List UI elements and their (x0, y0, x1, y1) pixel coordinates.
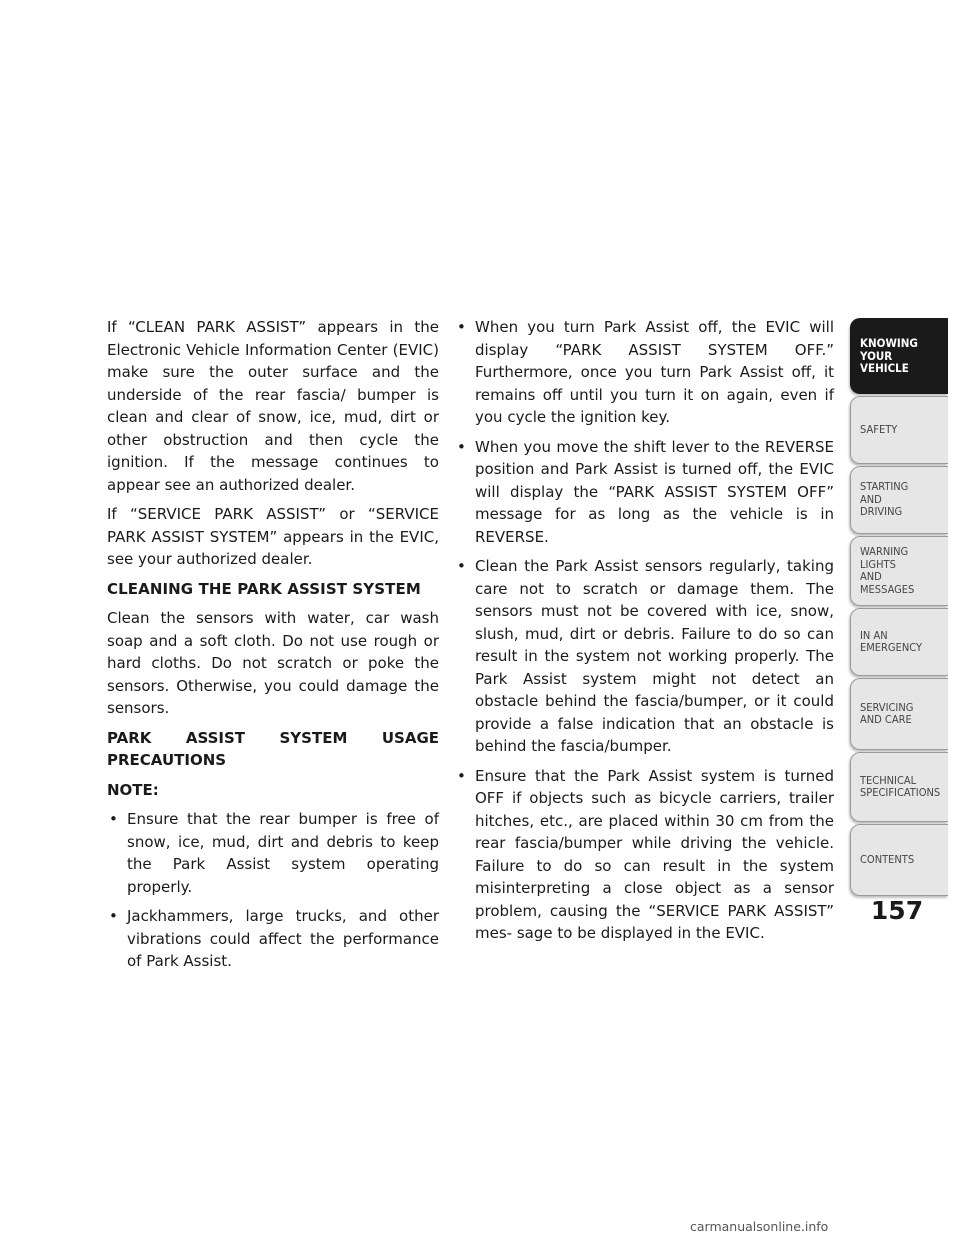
note-label: NOTE: (107, 780, 159, 799)
bullet-dot: • (457, 437, 466, 456)
list-item (455, 765, 834, 945)
paragraph-clean-park-assist: If “CLEAN PARK ASSIST” appears in the Electronic Vehicle Information Center (EVIC) make sure the outer surface and the underside of the rear fascia/ bumper is clean and clear of snow, ice, mud, dirt or other obstruction and then cycle the ignition. If the message continues to appear see an authorized dealer. (107, 318, 439, 494)
watermark: carmanualsonline.info (690, 1219, 829, 1234)
paragraph-service-park-assist: If “SERVICE PARK ASSIST” or “SERVICE PARK ASSIST SYSTEM” appears in the EVIC, see your authorized dealer. (107, 505, 439, 568)
tab-starting-and-driving[interactable]: STARTING AND DRIVING (850, 466, 948, 534)
list-item-text: When you turn Park Assist off, the EVIC will display “PARK ASSIST SYSTEM OFF.” Furthermore, once you turn Park Assist off, it remains off until you turn it on again, even if you cycle the ignition key. (475, 318, 834, 426)
heading-cleaning: CLEANING THE PARK ASSIST SYSTEM (107, 579, 421, 598)
tab-warning-lights-and-messages[interactable]: WARNING LIGHTS AND MESSAGES (850, 536, 948, 606)
list-item (455, 555, 834, 758)
list-item (107, 905, 439, 973)
paragraph-cleaning: Clean the sensors with water, car wash soap and a soft cloth. Do not use rough or hard cloths. Do not scratch or poke the sensors. Otherwise, you could damage the sensors. (107, 609, 439, 717)
list-item-text: Clean the Park Assist sensors regularly, taking care not to scratch or damage them. The sensors must not be covered with ice, snow, slush, mud, dirt or debris. Failure to do so can result in the system not working properly. The Park Assist system might not detect an obstacle behind the fascia/bumper, or it could provide a false indication that an obstacle is behind the fascia/bumper. (475, 557, 834, 755)
left-column (107, 316, 439, 980)
list-item-text: Ensure that the rear bumper is free of snow, ice, mud, dirt and debris to keep the Park Assist system operating properly. (127, 810, 439, 896)
bullet-dot: • (457, 557, 466, 575)
page-number: 157 (870, 896, 924, 925)
bullet-dot: • (109, 907, 118, 925)
bullet-dot: • (457, 318, 466, 336)
tab-safety[interactable]: SAFETY (850, 396, 948, 464)
tab-servicing-and-care[interactable]: SERVICING AND CARE (850, 678, 948, 750)
list-item-text: When you move the shift lever to the REVERSE position and Park Assist is turned off, the EVIC will display the “PARK ASSIST SYSTEM OFF” message for as long as the vehicle is in REVERSE. (475, 437, 834, 546)
tab-technical-specifications[interactable]: TECHNICAL SPECIFICATIONS (850, 752, 948, 822)
list-item (455, 316, 834, 429)
list-item-text: Jackhammers, large trucks, and other vibrations could affect the performance of Park Assist. (127, 907, 439, 970)
list-item (455, 436, 834, 549)
right-column (455, 316, 834, 952)
list-item (107, 808, 439, 898)
heading-precautions: PARK ASSIST SYSTEM USAGE PRECAUTIONS (107, 728, 439, 769)
tab-contents[interactable]: CONTENTS (850, 824, 948, 896)
tab-in-an-emergency[interactable]: IN AN EMERGENCY (850, 608, 948, 676)
bullet-dot: • (457, 766, 466, 785)
list-item-text: Ensure that the Park Assist system is turned OFF if objects such as bicycle carriers, trailer hitches, etc., are placed within 30 cm from the rear fascia/bumper while driving the vehicle. Failure to do so can result in the system misinterpreting a close object as a sensor problem, causing the “SERVICE PARK ASSIST” mes- sage to be displayed in the EVIC. (475, 766, 834, 942)
bullet-dot: • (109, 810, 118, 828)
tab-knowing-your-vehicle[interactable]: KNOWING YOUR VEHICLE (850, 318, 948, 394)
